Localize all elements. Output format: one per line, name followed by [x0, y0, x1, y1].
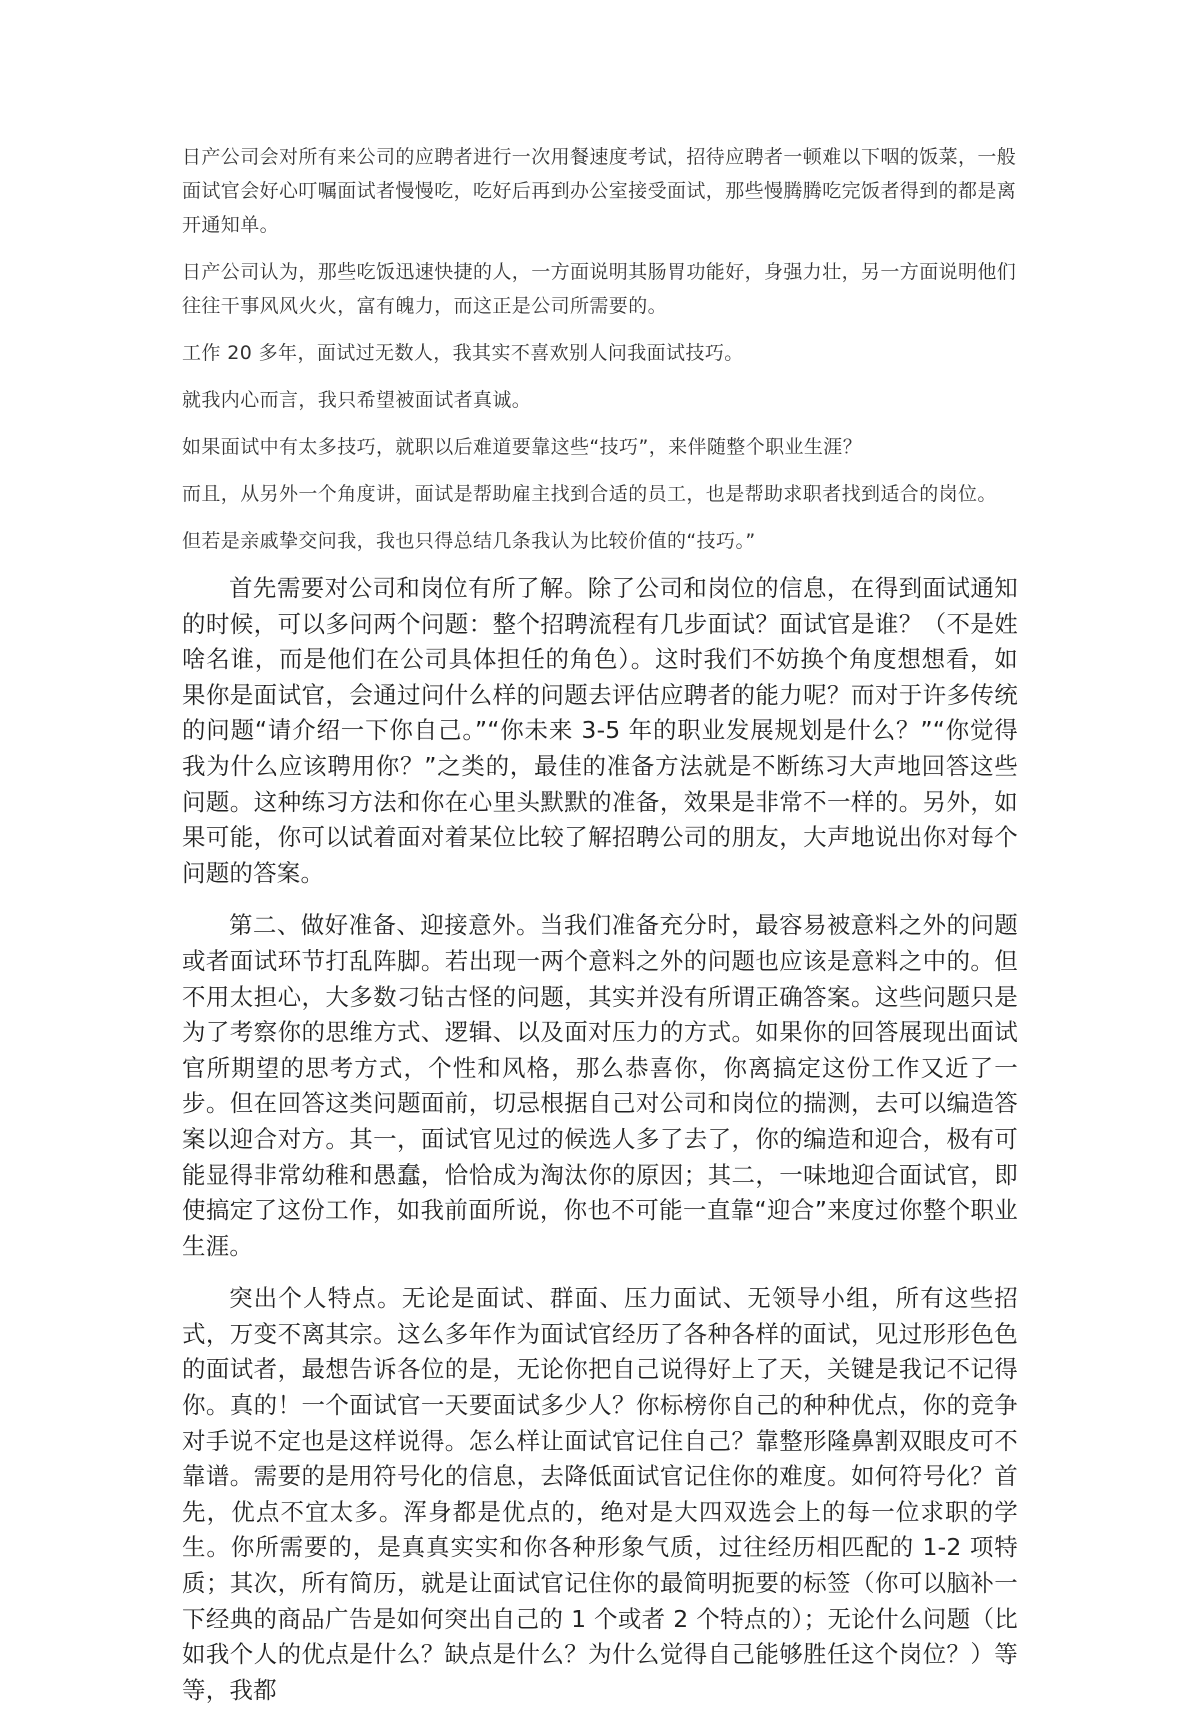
intro-paragraph-5: 如果面试中有太多技巧，就职以后难道要靠这些“技巧”，来伴随整个职业生涯？ [182, 436, 863, 458]
body-paragraph-1: 首先需要对公司和岗位有所了解。除了公司和岗位的信息，在得到面试通知的时候，可以多问两个问题：整个招聘流程有几步面试？面试官是谁？（不是姓啥名谁，而是他们在公司具体担任的角色）。这时我们不妨换个角度想想看，如果你是面试官，会通过问什么样的问题去评估应聘者的能力呢？而对于许多传统的问题“请介绍一下你自己。”“你未来 3-5 年的职业发展规划是什么？”“你觉得我为什么应该聘用你？”之类的，最佳的准备方法就是不断练习大声地回答这些问题。这种练习方法和你在心里头默默的准备，效果是非常不一样的。另外，如果可能，你可以试着面对着某位比较了解招聘公司的朋友，大声地说出你对每个问题的答案。 [182, 574, 1018, 887]
intro-section [182, 140, 1018, 558]
intro-paragraph-6: 而且，从另外一个角度讲，面试是帮助雇主找到合适的员工，也是帮助求职者找到适合的岗位。 [182, 483, 997, 505]
intro-paragraph-3: 工作 20 多年，面试过无数人，我其实不喜欢别人问我面试技巧。 [182, 342, 744, 364]
intro-paragraph-2: 日产公司认为，那些吃饭迅速快捷的人，一方面说明其肠胃功能好，身强力壮，另一方面说明他们往往干事风风火火，富有魄力，而这正是公司所需要的。 [182, 261, 1017, 317]
body-paragraph-2: 第二、做好准备、迎接意外。当我们准备充分时，最容易被意料之外的问题或者面试环节打乱阵脚。若出现一两个意料之外的问题也应该是意料之中的。但不用太担心，大多数刁钻古怪的问题，其实并没有所谓正确答案。这些问题只是为了考察你的思维方式、逻辑、以及面对压力的方式。如果你的回答展现出面试官所期望的思考方式，个性和风格，那么恭喜你，你离搞定这份工作又近了一步。但在回答这类问题面前，切忌根据自己对公司和岗位的揣测，去可以编造答案以迎合对方。其一，面试官见过的候选人多了去了，你的编造和迎合，极有可能显得非常幼稚和愚蠢，恰恰成为淘汰你的原因；其二，一味地迎合面试官，即使搞定了这份工作，如我前面所说，你也不可能一直靠“迎合”来度过你整个职业生涯。 [182, 911, 1018, 1260]
body-paragraph-3: 突出个人特点。无论是面试、群面、压力面试、无领导小组，所有这些招式，万变不离其宗。这么多年作为面试官经历了各种各样的面试，见过形形色色的面试者，最想告诉各位的是，无论你把自己说得好上了天，关键是我记不记得你。真的！一个面试官一天要面试多少人？你标榜你自己的种种优点，你的竞争对手说不定也是这样说得。怎么样让面试官记住自己？靠整形隆鼻割双眼皮可不靠谱。需要的是用符号化的信息，去降低面试官记住你的难度。如何符号化？首先，优点不宜太多。浑身都是优点的，绝对是大四双选会上的每一位求职的学生。你所需要的，是真真实实和你各种形象气质，过往经历相匹配的 1-2 项特质；其次，所有简历，就是让面试官记住你的最简明扼要的标签（你可以脑补一下经典的商品广告是如何突出自己的 1 个或者 2 个特点的）；无论什么问题（比如我个人的优点是什么？缺点是什么？为什么觉得自己能够胜任这个岗位？）等等，我都 [182, 1284, 1018, 1704]
body-section [182, 571, 1018, 1708]
intro-paragraph-4: 就我内心而言，我只希望被面试者真诚。 [182, 389, 532, 411]
intro-paragraph-7: 但若是亲戚挚交问我，我也只得总结几条我认为比较价值的“技巧。” [182, 530, 756, 552]
document-page [182, 140, 1018, 1725]
intro-paragraph-1: 日产公司会对所有来公司的应聘者进行一次用餐速度考试，招待应聘者一顿难以下咽的饭菜，一般面试官会好心叮嘱面试者慢慢吃，吃好后再到办公室接受面试，那些慢腾腾吃完饭者得到的都是离开通知单。 [182, 146, 1017, 236]
